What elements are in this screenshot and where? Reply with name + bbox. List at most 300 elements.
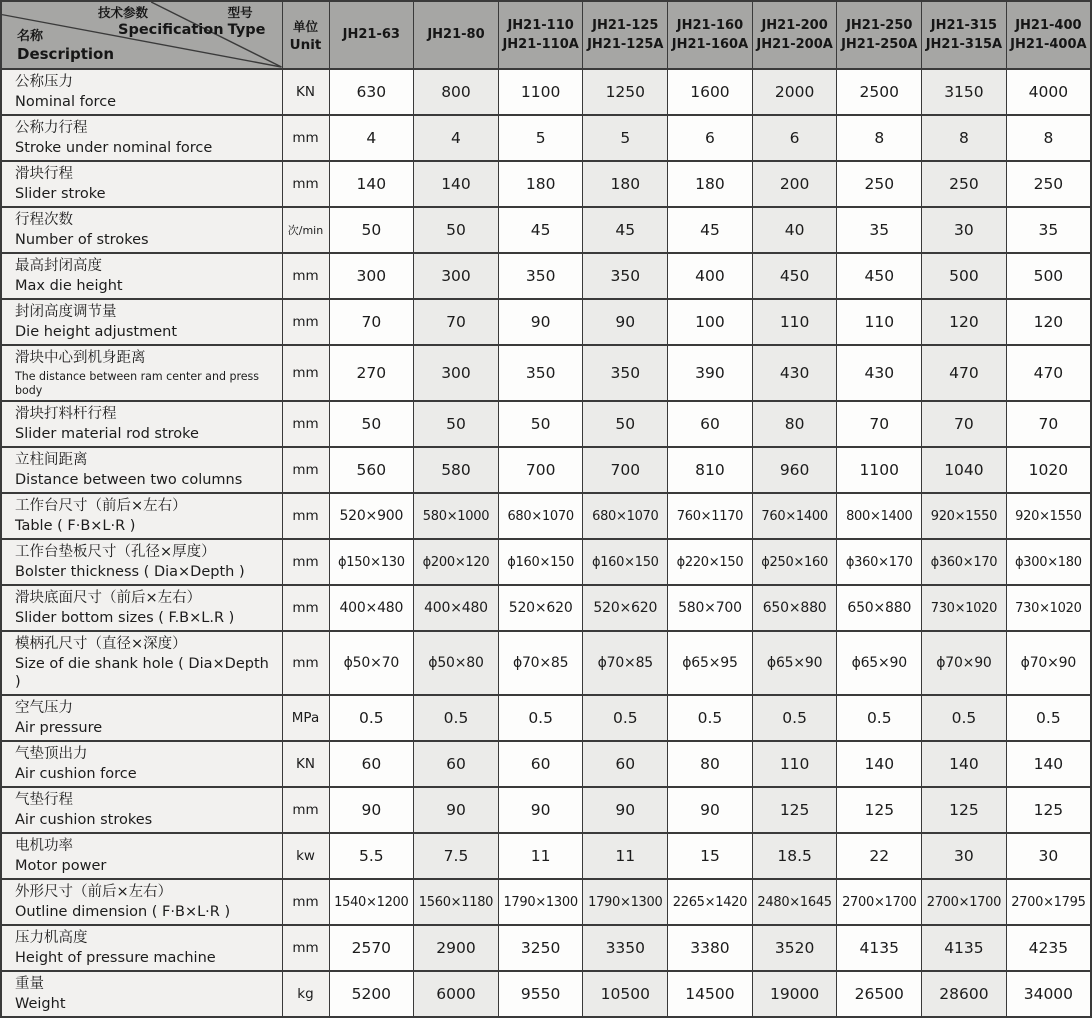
table-row [1,741,1091,787]
value-cell: 120 [922,299,1007,345]
column-header-line: JH21-400A [1010,37,1087,52]
value-cell: 40 [752,207,837,253]
value-cell: 90 [498,787,583,833]
value-cell: 3380 [668,925,753,971]
spec-label-cell [1,971,282,1017]
unit-cell: mm [282,345,329,402]
value-cell: 2570 [329,925,414,971]
value-cell: 250 [837,161,922,207]
value-cell: 650×880 [837,585,922,631]
value-cell: 4135 [922,925,1007,971]
value-cell: 0.5 [583,695,668,741]
type-zh: 型号 [227,5,253,20]
value-cell: 180 [668,161,753,207]
value-cell: 5 [583,115,668,161]
value-cell: ϕ70×90 [1006,631,1091,695]
value-cell: 26500 [837,971,922,1017]
value-cell: 300 [414,345,499,402]
table-row [1,207,1091,253]
spec-label-zh: 立柱间距离 [15,452,88,469]
value-cell: 7.5 [414,833,499,879]
unit-cell: mm [282,299,329,345]
value-cell: ϕ70×85 [583,631,668,695]
value-cell: 350 [583,345,668,402]
value-cell: 700 [498,447,583,493]
spec-label-cell [1,833,282,879]
value-cell: 125 [837,787,922,833]
column-header-line: JH21-400 [1015,17,1082,33]
column-header-line: JH21-63 [342,27,400,43]
value-cell: 70 [837,401,922,447]
value-cell: 390 [668,345,753,402]
table-row [1,447,1091,493]
value-cell: 90 [414,787,499,833]
value-cell: 50 [414,401,499,447]
column-header-line: JH21-200A [756,37,833,52]
value-cell: 4 [329,115,414,161]
value-cell: 200 [752,161,837,207]
value-cell: 1040 [922,447,1007,493]
table-row [1,115,1091,161]
spec-label-cell [1,345,282,402]
type-en: Type [227,22,266,39]
corner-description-label [17,30,114,63]
value-cell: 90 [583,299,668,345]
value-cell: 3250 [498,925,583,971]
value-cell: 6000 [414,971,499,1017]
spec-label-zh: 公称力行程 [15,119,88,136]
value-cell: 500 [1006,253,1091,299]
spec-label-cell [1,253,282,299]
value-cell: 34000 [1006,971,1091,1017]
spec-label-en: The distance between ram center and press body [15,368,260,398]
spec-label-zh: 行程次数 [15,211,73,228]
value-cell: ϕ160×150 [583,539,668,585]
value-cell: 580×1000 [414,493,499,539]
value-cell: 0.5 [329,695,414,741]
table-row [1,161,1091,207]
value-cell: 45 [498,207,583,253]
unit-column-header [282,1,329,69]
spec-label-cell [1,299,282,345]
spec-label-cell [1,879,282,925]
value-cell: 3520 [752,925,837,971]
value-cell: 2700×1700 [837,879,922,925]
spec-label-en: Weight [15,996,66,1012]
unit-cell: mm [282,925,329,971]
spec-label-en: Air pressure [15,720,103,737]
spec-label-cell [1,69,282,115]
value-cell: ϕ70×90 [922,631,1007,695]
value-cell: ϕ160×150 [498,539,583,585]
unit-cell: mm [282,631,329,695]
value-cell: 50 [414,207,499,253]
value-cell: 400×480 [414,585,499,631]
column-header-line: JH21-110 [507,17,574,33]
value-cell: 110 [752,741,837,787]
value-cell: ϕ360×170 [837,539,922,585]
description-zh: 名称 [17,28,44,44]
column-header-jh21-63 [329,1,414,69]
column-header-line: JH21-250 [846,17,913,33]
value-cell: 300 [414,253,499,299]
unit-cell: 次/min [282,207,329,253]
value-cell: 2500 [837,69,922,115]
value-cell: 28600 [922,971,1007,1017]
value-cell: 2700×1795 [1006,879,1091,925]
value-cell: 6 [668,115,753,161]
specification-en: Specification [118,22,224,39]
value-cell: 90 [583,787,668,833]
column-header-line: JH21-125 [592,17,659,33]
value-cell: 500 [922,253,1007,299]
spec-label-cell [1,539,282,585]
header-row [1,1,1091,69]
value-cell: 430 [837,345,922,402]
spec-label-en: Motor power [15,858,107,875]
value-cell: 45 [583,207,668,253]
value-cell: 0.5 [668,695,753,741]
column-header-jh21-315 [922,1,1007,69]
spec-label-en: Air cushion strokes [15,812,153,829]
value-cell: 800×1400 [837,493,922,539]
value-cell: 520×620 [583,585,668,631]
value-cell: 9550 [498,971,583,1017]
value-cell: 15 [668,833,753,879]
value-cell: 920×1550 [922,493,1007,539]
spec-label-zh: 空气压力 [15,700,73,717]
value-cell: 19000 [752,971,837,1017]
column-header-line: JH21-200 [761,17,828,33]
spec-label-zh: 工作台尺寸（前后×左右） [15,498,187,515]
value-cell: 125 [752,787,837,833]
value-cell: 4135 [837,925,922,971]
value-cell: 14500 [668,971,753,1017]
column-header-jh21-160 [668,1,753,69]
spec-label-cell [1,695,282,741]
value-cell: 580×700 [668,585,753,631]
value-cell: 90 [329,787,414,833]
value-cell: 250 [1006,161,1091,207]
value-cell: 1600 [668,69,753,115]
table-row [1,299,1091,345]
value-cell: 5200 [329,971,414,1017]
value-cell: 120 [1006,299,1091,345]
spec-label-cell [1,631,282,695]
value-cell: 6 [752,115,837,161]
value-cell: 300 [329,253,414,299]
description-en: Description [17,44,115,63]
value-cell: 11 [498,833,583,879]
spec-label-en: Die height adjustment [15,323,178,340]
value-cell: 250 [922,161,1007,207]
table-row [1,695,1091,741]
value-cell: 2265×1420 [668,879,753,925]
value-cell: ϕ50×70 [329,631,414,695]
table-row [1,539,1091,585]
unit-header-zh: 单位 [292,19,318,34]
value-cell: 30 [1006,833,1091,879]
table-row [1,631,1091,695]
value-cell: 1540×1200 [329,879,414,925]
value-cell: 8 [922,115,1007,161]
value-cell: 580 [414,447,499,493]
spec-label-en: Nominal force [15,93,117,110]
value-cell: ϕ250×160 [752,539,837,585]
value-cell: 350 [498,345,583,402]
value-cell: 140 [837,741,922,787]
value-cell: 1250 [583,69,668,115]
value-cell: 11 [583,833,668,879]
value-cell: 5 [498,115,583,161]
spec-label-en: Slider stroke [15,185,106,202]
spec-label-zh: 气垫顶出力 [15,746,88,763]
value-cell: 470 [922,345,1007,402]
table-row [1,971,1091,1017]
value-cell: 2700×1700 [922,879,1007,925]
value-cell: 125 [1006,787,1091,833]
table-row [1,345,1091,402]
value-cell: 1790×1300 [498,879,583,925]
value-cell: 110 [837,299,922,345]
spec-label-en: Bolster thickness ( Dia×Depth ) [15,564,245,581]
value-cell: 35 [1006,207,1091,253]
corner-type-label [228,6,266,39]
value-cell: ϕ150×130 [329,539,414,585]
column-header-line: JH21-125A [587,37,664,52]
spec-label-en: Slider bottom sizes ( F.B×L.R ) [15,610,235,627]
spec-label-en: Distance between two columns [15,472,243,489]
value-cell: 520×900 [329,493,414,539]
column-header-jh21-110 [498,1,583,69]
value-cell: 730×1020 [1006,585,1091,631]
unit-cell: mm [282,585,329,631]
value-cell: ϕ65×90 [837,631,922,695]
value-cell: 0.5 [1006,695,1091,741]
value-cell: 810 [668,447,753,493]
value-cell: 650×880 [752,585,837,631]
value-cell: 3350 [583,925,668,971]
value-cell: 70 [329,299,414,345]
value-cell: 0.5 [498,695,583,741]
value-cell: 125 [922,787,1007,833]
value-cell: 70 [922,401,1007,447]
spec-label-zh: 滑块中心到机身距离 [15,349,146,366]
unit-cell: mm [282,253,329,299]
value-cell: 18.5 [752,833,837,879]
spec-label-en: Table ( F·B×L·R ) [15,518,136,535]
column-header-jh21-80 [414,1,499,69]
column-header-jh21-250 [837,1,922,69]
value-cell: 30 [922,833,1007,879]
spec-label-cell [1,741,282,787]
value-cell: 0.5 [414,695,499,741]
value-cell: 700 [583,447,668,493]
spec-label-zh: 滑块打料杆行程 [15,406,117,423]
spec-label-en: Number of strokes [15,231,149,248]
value-cell: 140 [1006,741,1091,787]
unit-cell: KN [282,69,329,115]
spec-label-cell [1,161,282,207]
spec-label-zh: 压力机高度 [15,930,88,947]
spec-label-zh: 公称压力 [15,74,73,90]
value-cell: 5.5 [329,833,414,879]
unit-cell: mm [282,161,329,207]
value-cell: 2480×1645 [752,879,837,925]
value-cell: 1100 [837,447,922,493]
value-cell: 60 [498,741,583,787]
spec-label-zh: 电机功率 [15,838,73,855]
value-cell: ϕ65×95 [668,631,753,695]
column-header-line: JH21-250A [841,37,918,52]
table-row [1,833,1091,879]
spec-label-en: Size of die shank hole ( Dia×Depth ) [15,656,269,691]
value-cell: 0.5 [837,695,922,741]
value-cell: 8 [837,115,922,161]
value-cell: 4000 [1006,69,1091,115]
value-cell: 70 [1006,401,1091,447]
value-cell: 50 [329,401,414,447]
value-cell: ϕ65×90 [752,631,837,695]
value-cell: 3150 [922,69,1007,115]
value-cell: 140 [414,161,499,207]
unit-header-en: Unit [289,37,322,53]
table-row [1,253,1091,299]
value-cell: 180 [498,161,583,207]
spec-label-zh: 最高封闭高度 [15,257,102,274]
value-cell: 140 [922,741,1007,787]
value-cell: 680×1070 [498,493,583,539]
spec-label-en: Stroke under nominal force [15,139,213,156]
spec-label-zh: 外形尺寸（前后×左右） [15,884,173,901]
value-cell: ϕ200×120 [414,539,499,585]
column-header-line: JH21-160 [676,17,744,33]
table-row [1,585,1091,631]
value-cell: 8 [1006,115,1091,161]
unit-cell: mm [282,401,329,447]
unit-cell: KN [282,741,329,787]
unit-cell: kw [282,833,329,879]
value-cell: 1560×1180 [414,879,499,925]
value-cell: 35 [837,207,922,253]
value-cell: 50 [583,401,668,447]
value-cell: 90 [498,299,583,345]
spec-label-cell [1,585,282,631]
value-cell: 90 [668,787,753,833]
value-cell: 80 [752,401,837,447]
column-header-jh21-200 [752,1,837,69]
unit-cell: mm [282,787,329,833]
column-header-line: JH21-80 [427,27,485,43]
value-cell: 2000 [752,69,837,115]
value-cell: ϕ220×150 [668,539,753,585]
value-cell: 30 [922,207,1007,253]
value-cell: 400 [668,253,753,299]
value-cell: 180 [583,161,668,207]
value-cell: 50 [498,401,583,447]
column-header-jh21-125 [583,1,668,69]
value-cell: 680×1070 [583,493,668,539]
table-row [1,493,1091,539]
unit-cell: MPa [282,695,329,741]
value-cell: 60 [329,741,414,787]
value-cell: 60 [414,741,499,787]
corner-header-cell [1,1,282,69]
spec-label-zh: 封闭高度调节量 [15,303,117,320]
value-cell: ϕ300×180 [1006,539,1091,585]
spec-label-cell [1,493,282,539]
value-cell: 800 [414,69,499,115]
value-cell: 70 [414,299,499,345]
value-cell: 2900 [414,925,499,971]
value-cell: ϕ50×80 [414,631,499,695]
column-header-jh21-400 [1006,1,1091,69]
column-header-line: JH21-315A [925,37,1003,52]
spec-label-cell [1,207,282,253]
value-cell: 730×1020 [922,585,1007,631]
table-row [1,401,1091,447]
value-cell: 400×480 [329,585,414,631]
column-header-line: JH21-110A [502,37,579,52]
spec-label-zh: 重量 [15,976,44,993]
unit-cell: mm [282,447,329,493]
value-cell: 920×1550 [1006,493,1091,539]
table-row [1,925,1091,971]
value-cell: 140 [329,161,414,207]
unit-cell: mm [282,539,329,585]
table-row [1,879,1091,925]
value-cell: 630 [329,69,414,115]
value-cell: 22 [837,833,922,879]
spec-label-en: Height of pressure machine [15,950,216,967]
value-cell: 560 [329,447,414,493]
value-cell: 4235 [1006,925,1091,971]
value-cell: 1100 [498,69,583,115]
value-cell: 4 [414,115,499,161]
value-cell: 45 [668,207,753,253]
spec-label-en: Outline dimension ( F·B×L·R ) [15,904,231,921]
spec-label-cell [1,401,282,447]
spec-label-cell [1,787,282,833]
value-cell: 350 [498,253,583,299]
value-cell: 520×620 [498,585,583,631]
value-cell: 50 [329,207,414,253]
unit-cell: mm [282,115,329,161]
specification-zh: 技术参数 [98,5,149,20]
spec-label-zh: 气垫行程 [15,792,73,809]
spec-label-cell [1,447,282,493]
spec-label-zh: 滑块行程 [15,165,73,182]
table-row [1,787,1091,833]
column-header-line: JH21-315 [930,17,998,33]
column-header-line: JH21-160A [671,37,749,52]
value-cell: 80 [668,741,753,787]
value-cell: 60 [668,401,753,447]
spec-label-en: Air cushion force [15,766,137,783]
value-cell: 760×1170 [668,493,753,539]
value-cell: 0.5 [752,695,837,741]
value-cell: 10500 [583,971,668,1017]
value-cell: 760×1400 [752,493,837,539]
unit-cell: kg [282,971,329,1017]
table-row [1,69,1091,115]
value-cell: ϕ70×85 [498,631,583,695]
spec-label-zh: 模柄孔尺寸（直径×深度） [15,636,187,653]
value-cell: 1790×1300 [583,879,668,925]
value-cell: 60 [583,741,668,787]
value-cell: 430 [752,345,837,402]
value-cell: 270 [329,345,414,402]
